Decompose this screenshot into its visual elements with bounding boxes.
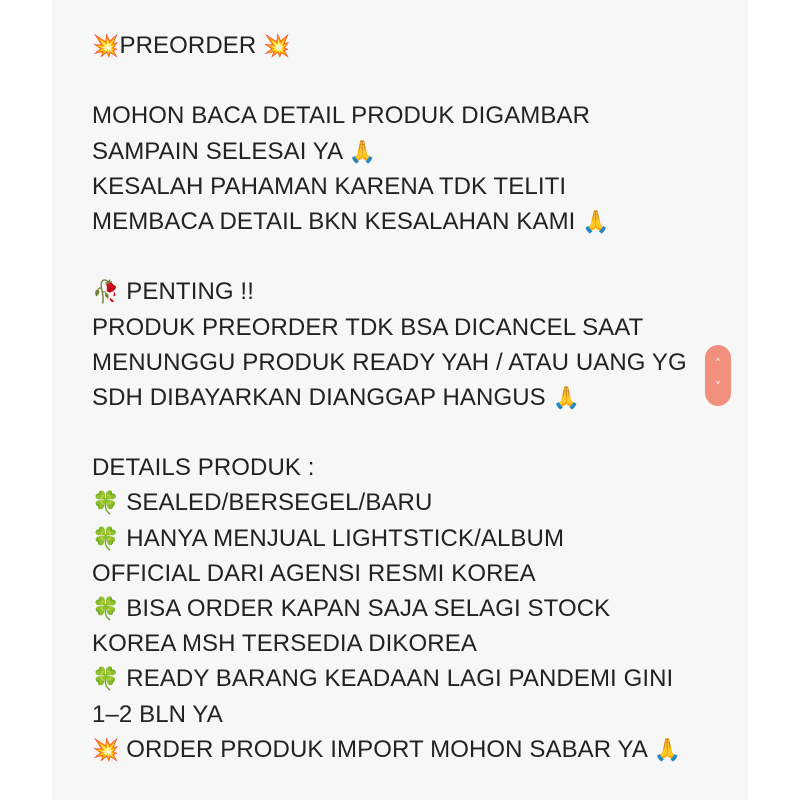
intro-line-4 [92, 204, 712, 239]
collision-icon: 💥 [263, 34, 291, 59]
message-text [92, 28, 712, 767]
intro-text: MEMBACA DETAIL BKN KESALAHAN KAMI [92, 207, 576, 235]
spacer [92, 415, 712, 450]
intro-text: SAMPAIN SELESAI YA [92, 137, 342, 165]
intro-line-2 [92, 134, 712, 169]
scroll-control[interactable] [705, 345, 731, 406]
detail-text: OFFICIAL DARI AGENSI RESMI KOREA [92, 559, 536, 587]
detail-line-3b [92, 626, 712, 661]
important-text: SDH DIBAYARKAN DIANGGAP HANGUS [92, 383, 546, 411]
clover-icon: 🍀 [92, 526, 120, 552]
intro-line-1 [92, 98, 712, 133]
detail-line-3a [92, 591, 712, 626]
detail-text: READY BARANG KEADAAN LAGI PANDEMI GINI [126, 665, 674, 693]
pray-icon: 🙏 [653, 737, 681, 763]
title: PREORDER [119, 32, 257, 59]
important-heading-line [92, 274, 712, 309]
pray-icon: 🙏 [582, 209, 610, 235]
detail-line-4a [92, 661, 712, 696]
detail-text: HANYA MENJUAL LIGHTSTICK/ALBUM [126, 524, 565, 552]
detail-text: SEALED/BERSEGEL/BARU [126, 489, 433, 517]
detail-line-1 [92, 485, 712, 520]
detail-line-4b [92, 697, 712, 732]
detail-text: KOREA MSH TERSEDIA DIKOREA [92, 630, 477, 658]
clover-icon: 🍀 [92, 491, 120, 517]
detail-text: BISA ORDER KAPAN SAJA SELAGI STOCK [126, 595, 611, 622]
rose-icon: 🥀 [92, 280, 120, 306]
detail-line-2a [92, 521, 712, 556]
pray-icon: 🙏 [348, 139, 377, 165]
pray-icon: 🙏 [552, 385, 581, 411]
detail-line-2b [92, 556, 712, 591]
title-line [92, 28, 712, 63]
important-text: PRODUK PREORDER TDK BSA DICANCEL SAAT [92, 313, 644, 341]
intro-line-3 [92, 169, 712, 204]
important-heading: PENTING !! [126, 278, 254, 306]
important-text: MENUNGGU PRODUK READY YAH / ATAU UANG YG [92, 348, 687, 376]
important-line-2 [92, 345, 712, 380]
important-line-3 [92, 380, 712, 415]
collision-icon: 💥 [92, 737, 120, 763]
collision-icon: 💥 [92, 34, 120, 59]
footer-text: ORDER PRODUK IMPORT MOHON SABAR YA [126, 735, 647, 763]
details-heading-line [92, 450, 712, 485]
clover-icon: 🍀 [92, 667, 120, 693]
footer-line [92, 732, 712, 767]
important-line-1 [92, 310, 712, 345]
chevron-down-icon[interactable]: ˅ [715, 380, 721, 394]
intro-text: MOHON BACA DETAIL PRODUK DIGAMBAR [92, 102, 591, 130]
chevron-up-icon[interactable]: ˄ [715, 357, 721, 371]
details-heading: DETAILS PRODUK : [92, 454, 315, 482]
detail-text: 1–2 BLN YA [92, 700, 223, 728]
intro-text: KESALAH PAHAMAN KARENA TDK TELITI [92, 172, 567, 200]
spacer [92, 63, 712, 98]
clover-icon: 🍀 [92, 597, 120, 622]
spacer [92, 239, 712, 274]
